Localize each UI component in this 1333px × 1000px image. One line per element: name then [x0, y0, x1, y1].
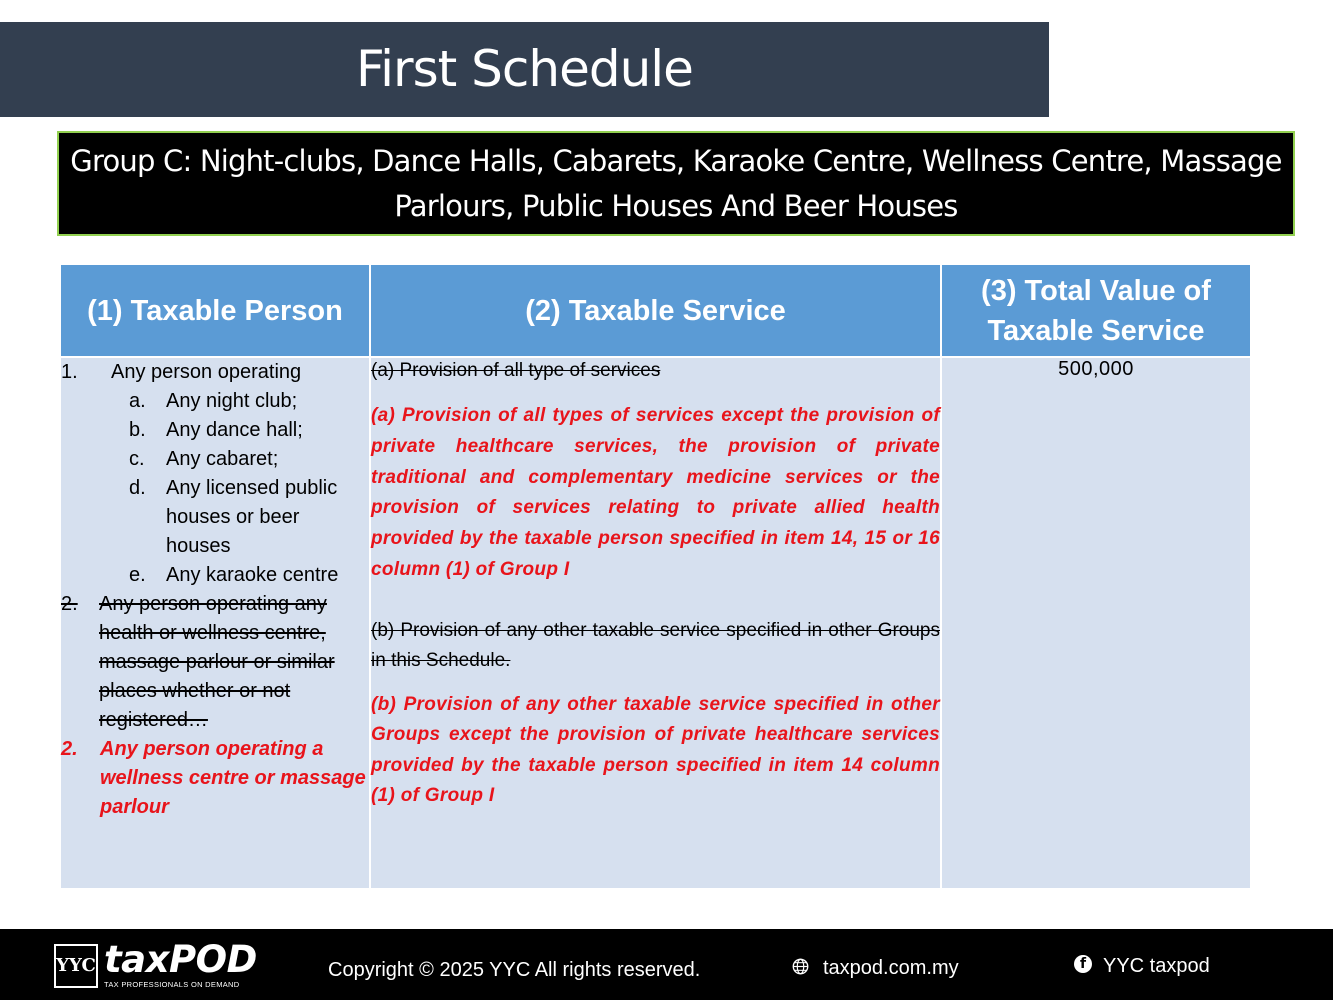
header-taxable-service: (2) Taxable Service: [370, 264, 941, 357]
footer: [0, 929, 1333, 1000]
subitem-letter: b.: [129, 419, 146, 441]
item-1: [61, 358, 369, 387]
subitem-letter: a.: [129, 390, 146, 412]
subitem-b: [61, 416, 369, 445]
copyright-text: Copyright © 2025 YYC All rights reserved.: [328, 959, 701, 981]
subitem-text: Any dance hall;: [166, 419, 303, 441]
service-a-deleted: (a) Provision of all type of services: [371, 360, 661, 381]
subitem-text: Any karaoke centre: [166, 564, 339, 586]
subitem-letter: e.: [129, 564, 146, 586]
subitem-text: Any licensed public houses or beer houses: [166, 477, 338, 557]
subitem-letter: d.: [129, 477, 146, 499]
total-value: 500,000: [1058, 358, 1134, 380]
facebook-link[interactable]: YYC taxpod: [1103, 955, 1210, 977]
subitem-text: Any night club;: [166, 390, 298, 412]
subitem-d: [61, 474, 369, 561]
subitem-c: [61, 445, 369, 474]
subitem-letter: c.: [129, 448, 145, 470]
page-title: First Schedule: [356, 40, 693, 98]
yyc-logo-mark: YYC: [54, 944, 98, 988]
group-heading: Group C: Night-clubs, Dance Halls, Cabarets, Karaoke Centre, Wellness Centre, Massage Parlours, Public Houses And Beer Houses: [70, 143, 1282, 223]
taxable-person-cell: [60, 357, 370, 889]
item-2-old-number: 2.: [61, 593, 78, 615]
title-bar: [0, 22, 1049, 117]
subitem-a: [61, 387, 369, 416]
subitem-e: [61, 561, 369, 590]
item-1-text: Any person operating: [111, 361, 302, 383]
header-taxable-person: (1) Taxable Person: [60, 264, 370, 357]
logo-wordmark: taxPOD: [104, 938, 257, 981]
table-header-row: [60, 264, 1251, 357]
taxable-service-cell: [370, 357, 941, 889]
total-value-cell: [941, 357, 1251, 889]
globe-icon: [792, 958, 809, 975]
service-b-deleted: (b) Provision of any other taxable service specified in other Groups in this Schedule.: [371, 619, 940, 671]
item-2-new-text: Any person operating a wellness centre or massage parlour: [100, 738, 366, 818]
service-b-amended: (b) Provision of any other taxable service specified in other Groups except the provision of private healthcare services provided by the taxable person specified in item 14 column (1) of Group I: [371, 693, 940, 807]
item-2-new-number: 2.: [61, 738, 78, 760]
service-a-amended: (a) Provision of all types of services except the provision of private healthcare services, the provision of private traditional and complementary medicine services or the provision of services relating to private allied health provided by the taxable person specified in item 14, 15 or 16 column (1) of Group I: [371, 405, 940, 580]
group-heading-box: [57, 131, 1295, 236]
subitem-text: Any cabaret;: [166, 448, 279, 470]
schedule-table: [59, 263, 1252, 890]
logo-tagline: TAX PROFESSIONALS ON DEMAND: [104, 980, 240, 989]
website-link[interactable]: taxpod.com.my: [823, 957, 959, 979]
item-2-amended: [61, 735, 369, 822]
item-2-deleted: [61, 590, 369, 735]
table-row: [60, 357, 1251, 889]
item-2-old-text: Any person operating any health or wellness centre, massage parlour or similar places whether or not registered…: [99, 593, 335, 731]
facebook-icon: f: [1074, 955, 1092, 973]
item-1-number: 1.: [61, 361, 78, 383]
header-total-value: (3) Total Value of Taxable Service: [941, 264, 1251, 357]
